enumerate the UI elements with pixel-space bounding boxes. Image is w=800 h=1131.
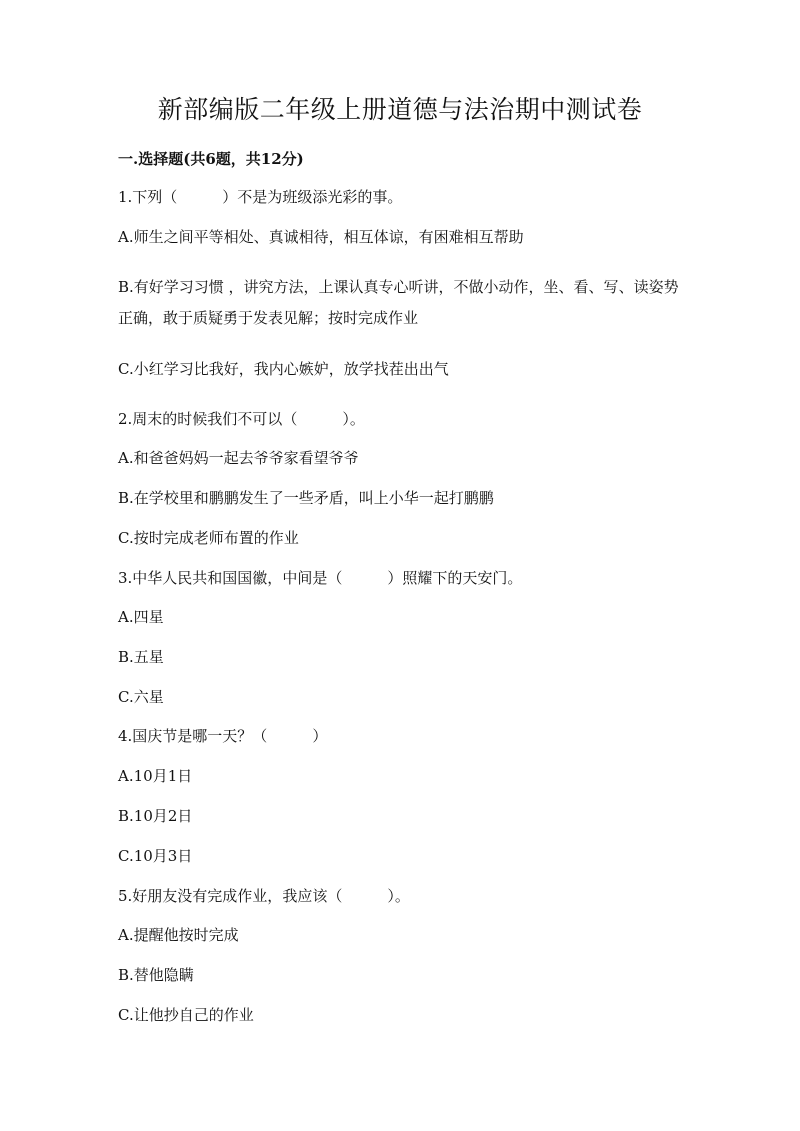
question-4-option-b: B.10月2日 [118, 807, 193, 825]
question-5-option-b: B.替他隐瞒 [118, 966, 194, 984]
question-5-stem: 5.好朋友没有完成作业，我应该（ ）。 [118, 887, 410, 905]
question-1-option-c: C.小红学习比我好，我内心嫉妒，放学找茬出出气 [118, 360, 449, 378]
question-4-stem: 4.国庆节是哪一天？（ ） [118, 727, 328, 745]
question-2-option-c: C.按时完成老师布置的作业 [118, 529, 299, 547]
question-3-option-a: A.四星 [118, 608, 164, 626]
question-3-option-b: B.五星 [118, 648, 164, 666]
question-2-stem: 2.周末的时候我们不可以（ ）。 [118, 410, 365, 428]
question-3-option-c: C.六星 [118, 688, 164, 706]
question-1-option-b: B.有好学习习惯 ，讲究方法，上课认真专心听讲，不做小动作，坐、看、写、读姿势正确，敢于质疑勇于发表见解；按时完成作业 [118, 278, 679, 327]
question-3-stem: 3.中华人民共和国国徽，中间是（ ）照耀下的天安门。 [118, 569, 523, 587]
question-2-option-a: A.和爸爸妈妈一起去爷爷家看望爷爷 [118, 449, 359, 467]
question-4-option-c: C.10月3日 [118, 847, 193, 865]
question-1-option-a: A.师生之间平等相处、真诚相待，相互体谅，有困难相互帮助 [118, 228, 524, 246]
question-5-option-a: A.提醒他按时完成 [118, 926, 239, 944]
question-5-option-c: C.让他抄自己的作业 [118, 1006, 254, 1024]
section-heading: 一.选择题(共6题，共12分) [118, 150, 304, 168]
page-title: 新部编版二年级上册道德与法治期中测试卷 [157, 95, 643, 124]
question-4-option-a: A.10月1日 [118, 767, 193, 785]
question-2-option-b: B.在学校里和鹏鹏发生了一些矛盾，叫上小华一起打鹏鹏 [118, 489, 494, 507]
question-1-stem: 1.下列（ ）不是为班级添光彩的事。 [118, 188, 403, 206]
